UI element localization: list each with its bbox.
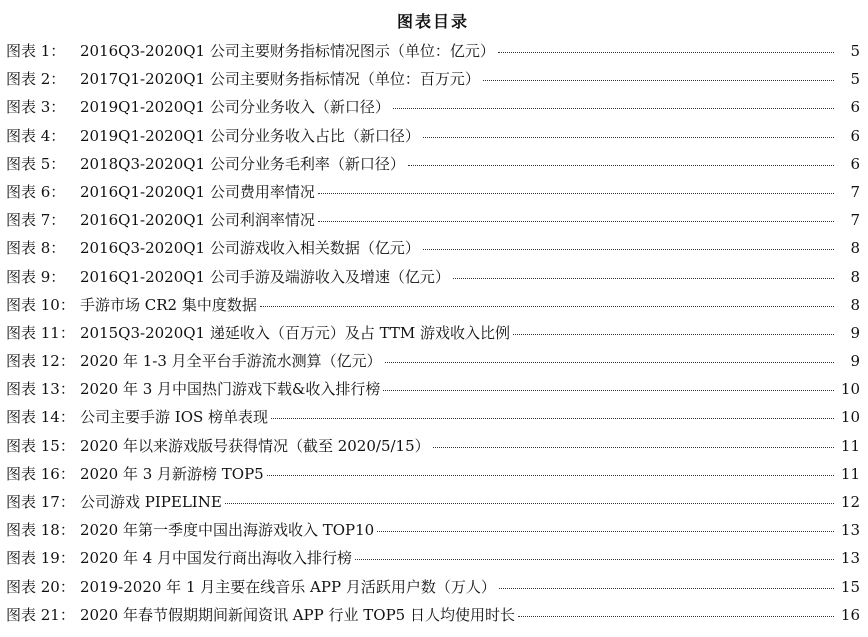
toc-entry[interactable]	[6, 181, 860, 209]
toc-entry-page-number[interactable]: 9	[850, 323, 860, 342]
toc-entry-label: 图表 17：	[6, 493, 75, 511]
dot-leader	[408, 165, 834, 166]
toc-entry-label: 图表 5：	[6, 154, 66, 173]
toc-entry-label: 图表 18：	[6, 521, 75, 540]
dot-leader	[267, 475, 834, 476]
toc-entry-page-number[interactable]: 13	[840, 521, 860, 540]
toc-entry-title[interactable]: 2020 年 4 月中国发行商出海收入排行榜	[80, 549, 353, 568]
toc-entry-page-number[interactable]: 8	[850, 295, 860, 314]
toc-entry-title[interactable]: 2017Q1-2020Q1 公司主要财务指标情况（单位：百万元）	[80, 70, 480, 89]
toc-entry-page-number[interactable]: 11	[840, 464, 860, 483]
toc-entry-page-number[interactable]: 9	[850, 352, 860, 371]
toc-entry-page-number[interactable]: 11	[840, 436, 860, 455]
toc-entry-title[interactable]: 公司主要手游 IOS 榜单表现	[80, 408, 269, 427]
toc-entry-label: 图表 6：	[6, 182, 66, 201]
dot-leader	[423, 249, 834, 250]
toc-entry[interactable]	[6, 576, 860, 604]
toc-entry[interactable]	[6, 96, 860, 124]
toc-entry-title[interactable]: 2020 年第一季度中国出海游戏收入 TOP10	[80, 521, 375, 540]
dot-leader	[383, 390, 834, 391]
toc-entry-title[interactable]: 2015Q3-2020Q1 递延收入（百万元）及占 TTM 游戏收入比例	[80, 323, 511, 342]
toc-entry-label: 图表 20：	[6, 577, 75, 596]
toc-entry-label: 图表 9：	[6, 267, 66, 286]
toc-entry-page-number[interactable]: 10	[840, 408, 860, 427]
toc-entry-title[interactable]: 2020 年 3 月新游榜 TOP5	[80, 464, 264, 483]
toc-entry-page-number[interactable]: 6	[850, 98, 860, 117]
toc-entry-label: 图表 11：	[6, 323, 75, 342]
toc-entry-title[interactable]: 2019Q1-2020Q1 公司分业务收入占比（新口径）	[80, 126, 420, 145]
toc-entry-label: 图表 21：	[6, 605, 75, 624]
toc-entry[interactable]	[6, 435, 860, 463]
toc-entry[interactable]	[6, 350, 860, 378]
toc-entry-title[interactable]: 2016Q3-2020Q1 公司主要财务指标情况图示（单位：亿元）	[80, 42, 495, 60]
toc-entry-page-number[interactable]: 12	[840, 493, 860, 511]
toc-entry-label: 图表 12：	[6, 352, 75, 371]
toc-entry[interactable]	[6, 547, 860, 575]
toc-entry-label: 图表 8：	[6, 239, 66, 258]
dot-leader	[260, 306, 834, 307]
toc-entry[interactable]	[6, 378, 860, 406]
toc-entry-label: 图表 13：	[6, 380, 75, 399]
dot-leader	[498, 52, 834, 53]
toc-entry[interactable]	[6, 209, 860, 237]
toc-entry-label: 图表 19：	[6, 549, 75, 568]
toc-entry-label: 图表 1：	[6, 42, 66, 60]
toc-title: 图表目录	[396, 12, 469, 31]
toc-entry-title[interactable]: 2019Q1-2020Q1 公司分业务收入（新口径）	[80, 98, 390, 117]
toc-entry[interactable]	[6, 519, 860, 547]
dot-leader	[377, 531, 834, 532]
toc-entry-title[interactable]: 公司游戏 PIPELINE	[80, 493, 222, 511]
toc-entry-title[interactable]: 2020 年以来游戏版号获得情况（截至 2020/5/15）	[80, 436, 430, 455]
toc-entry[interactable]	[6, 491, 860, 519]
toc-entry-page-number[interactable]: 16	[840, 605, 860, 624]
toc-entry[interactable]	[6, 40, 860, 68]
dot-leader	[453, 278, 834, 279]
toc-entry[interactable]	[6, 266, 860, 294]
toc-entry-page-number[interactable]: 10	[840, 380, 860, 399]
dot-leader	[393, 108, 834, 109]
toc-entry-title[interactable]: 2016Q1-2020Q1 公司手游及端游收入及增速（亿元）	[80, 267, 450, 286]
toc-entry-page-number[interactable]: 8	[850, 267, 860, 286]
toc-entry[interactable]	[6, 322, 860, 350]
toc-entry-label: 图表 4：	[6, 126, 66, 145]
toc-entry-page-number[interactable]: 5	[850, 42, 860, 60]
toc-entry-title[interactable]: 2019-2020 年 1 月主要在线音乐 APP 月活跃用户数（万人）	[80, 577, 496, 596]
dot-leader	[355, 559, 834, 560]
toc-entry-page-number[interactable]: 7	[850, 211, 860, 230]
dot-leader	[518, 616, 834, 617]
dot-leader	[513, 334, 834, 335]
toc-entry[interactable]	[6, 463, 860, 491]
toc-entry-title[interactable]: 2020 年 1-3 月全平台手游流水测算（亿元）	[80, 352, 382, 371]
toc-entry-title[interactable]: 2016Q3-2020Q1 公司游戏收入相关数据（亿元）	[80, 239, 420, 258]
toc-list	[6, 40, 860, 632]
toc-entry-page-number[interactable]: 15	[840, 577, 860, 596]
dot-leader	[385, 362, 834, 363]
toc-entry-title[interactable]: 2018Q3-2020Q1 公司分业务毛利率（新口径）	[80, 154, 405, 173]
toc-entry[interactable]	[6, 153, 860, 181]
toc-entry-label: 图表 14：	[6, 408, 75, 427]
toc-entry[interactable]	[6, 406, 860, 434]
toc-entry[interactable]	[6, 294, 860, 322]
toc-entry-page-number[interactable]: 5	[850, 70, 860, 89]
toc-entry-title[interactable]: 2016Q1-2020Q1 公司费用率情况	[80, 182, 315, 201]
toc-entry[interactable]	[6, 68, 860, 96]
toc-entry-label: 图表 10：	[6, 295, 75, 314]
toc-entry[interactable]	[6, 125, 860, 153]
toc-entry-label: 图表 16：	[6, 464, 75, 483]
toc-entry-page-number[interactable]: 6	[850, 154, 860, 173]
dot-leader	[225, 503, 834, 504]
toc-entry-title[interactable]: 2020 年春节假期期间新闻资讯 APP 行业 TOP5 日人均使用时长	[80, 605, 515, 624]
dot-leader	[318, 193, 834, 194]
toc-entry-label: 图表 3：	[6, 98, 66, 117]
dot-leader	[423, 137, 834, 138]
dot-leader	[483, 80, 834, 81]
toc-entry-page-number[interactable]: 8	[850, 239, 860, 258]
toc-entry-title[interactable]: 2020 年 3 月中国热门游戏下载&收入排行榜	[80, 380, 381, 399]
toc-entry-title[interactable]: 手游市场 CR2 集中度数据	[80, 295, 257, 314]
dot-leader	[318, 221, 834, 222]
toc-entry-page-number[interactable]: 6	[850, 126, 860, 145]
toc-entry-page-number[interactable]: 7	[850, 182, 860, 201]
dot-leader	[433, 447, 834, 448]
toc-entry-title[interactable]: 2016Q1-2020Q1 公司利润率情况	[80, 211, 315, 230]
toc-entry-label: 图表 15：	[6, 436, 75, 455]
toc-entry[interactable]	[6, 604, 860, 632]
toc-entry-page-number[interactable]: 13	[840, 549, 860, 568]
dot-leader	[499, 588, 834, 589]
dot-leader	[271, 418, 834, 419]
toc-entry-label: 图表 2：	[6, 70, 66, 89]
toc-entry[interactable]	[6, 237, 860, 265]
toc-entry-label: 图表 7：	[6, 211, 66, 230]
